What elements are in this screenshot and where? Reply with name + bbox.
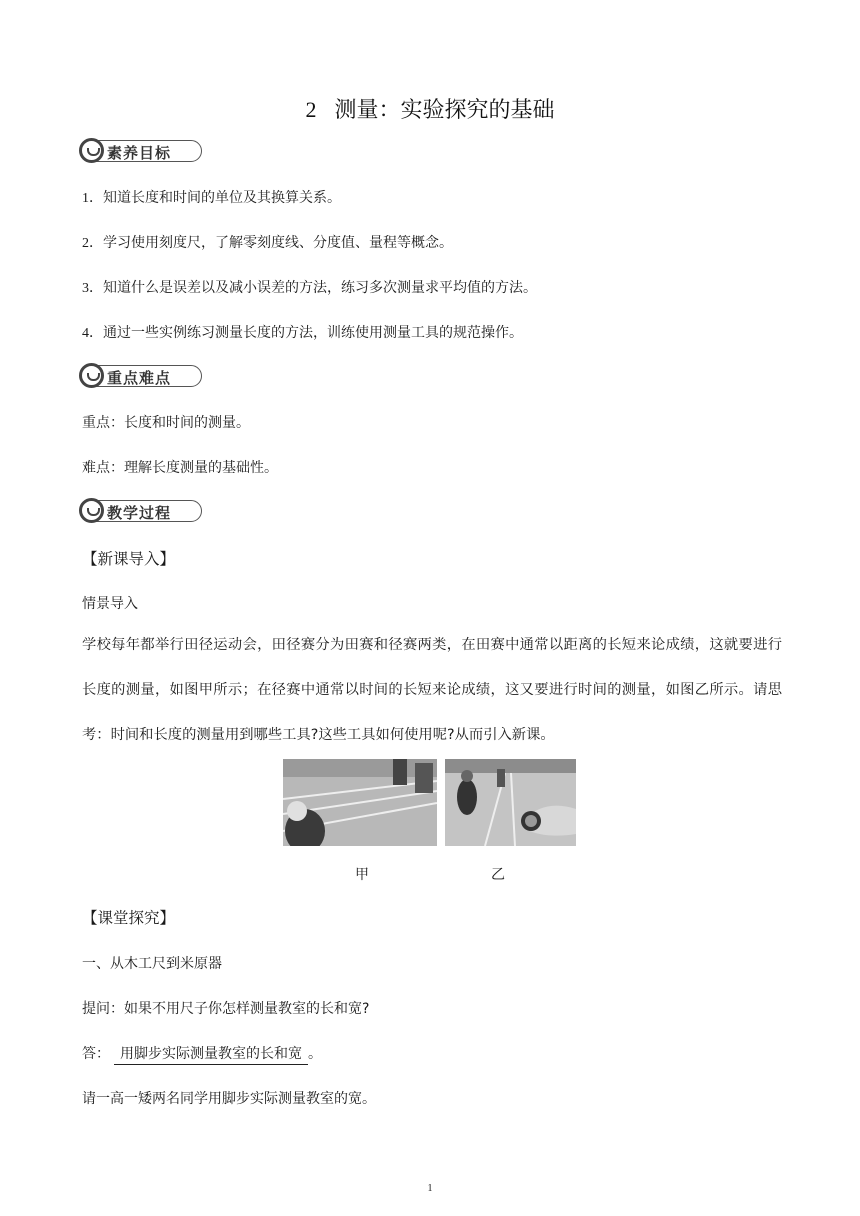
keypoints-badge-label: 重点难点 [107,369,172,387]
badge-icon [79,498,104,523]
key-point: 重点：长度和时间的测量。 [82,415,250,431]
process-badge [80,500,202,522]
page-number: 1 [427,1183,433,1194]
goal-item-4: 4．通过一些实例练习测量长度的方法，训练使用测量工具的规范操作。 [82,325,523,341]
keypoints-badge [80,365,202,387]
goal-item-3: 3．知道什么是误差以及减小误差的方法，练习多次测量求平均值的方法。 [82,280,537,296]
answer-prefix: 答： [82,1046,110,1062]
instruction-text: 请一高一矮两名同学用脚步实际测量教室的宽。 [82,1091,376,1107]
caption-yi: 乙 [491,867,505,883]
badge-icon [79,363,104,388]
goal-item-1: 1．知道长度和时间的单位及其换算关系。 [82,190,341,206]
goals-badge-label: 素养目标 [107,144,172,162]
goal-item-2: 2．学习使用刻度尺，了解零刻度线、分度值、量程等概念。 [82,235,453,251]
section-explore-heading: 【课堂探究】 [82,909,176,927]
question-text: 提问：如果不用尺子你怎样测量教室的长和宽? [82,1001,370,1017]
title-number: 2 [305,97,317,122]
intro-label: 情景导入 [82,596,138,612]
goals-badge [80,140,202,162]
photo-yi [445,759,576,846]
title-text: 测量：实验探究的基础 [334,98,555,123]
photo-jia [283,759,437,846]
process-badge-label: 教学过程 [107,504,172,522]
answer-line [82,1043,322,1065]
answer-blank: 用脚步实际测量教室的长和宽 [114,1043,308,1065]
intro-paragraph: 学校每年都举行田径运动会，田径赛分为田赛和径赛两类，在田赛中通常以距离的长短来论成绩，这就要进行长度的测量，如图甲所示；在径赛中通常以时间的长短来论成绩，这又要进行时间的测量，如图乙所示。请思考：时间和长度的测量用到哪些工具?这些工具如何使用呢?从而引入新课。 [82,637,782,743]
difficult-point: 难点：理解长度测量的基础性。 [82,460,278,476]
badge-icon [79,138,104,163]
subsection-heading-1: 一、从木工尺到米原器 [82,956,222,972]
caption-jia: 甲 [355,867,369,883]
page-title [0,93,860,124]
section-intro-heading: 【新课导入】 [82,550,176,568]
answer-suffix: 。 [308,1046,322,1062]
